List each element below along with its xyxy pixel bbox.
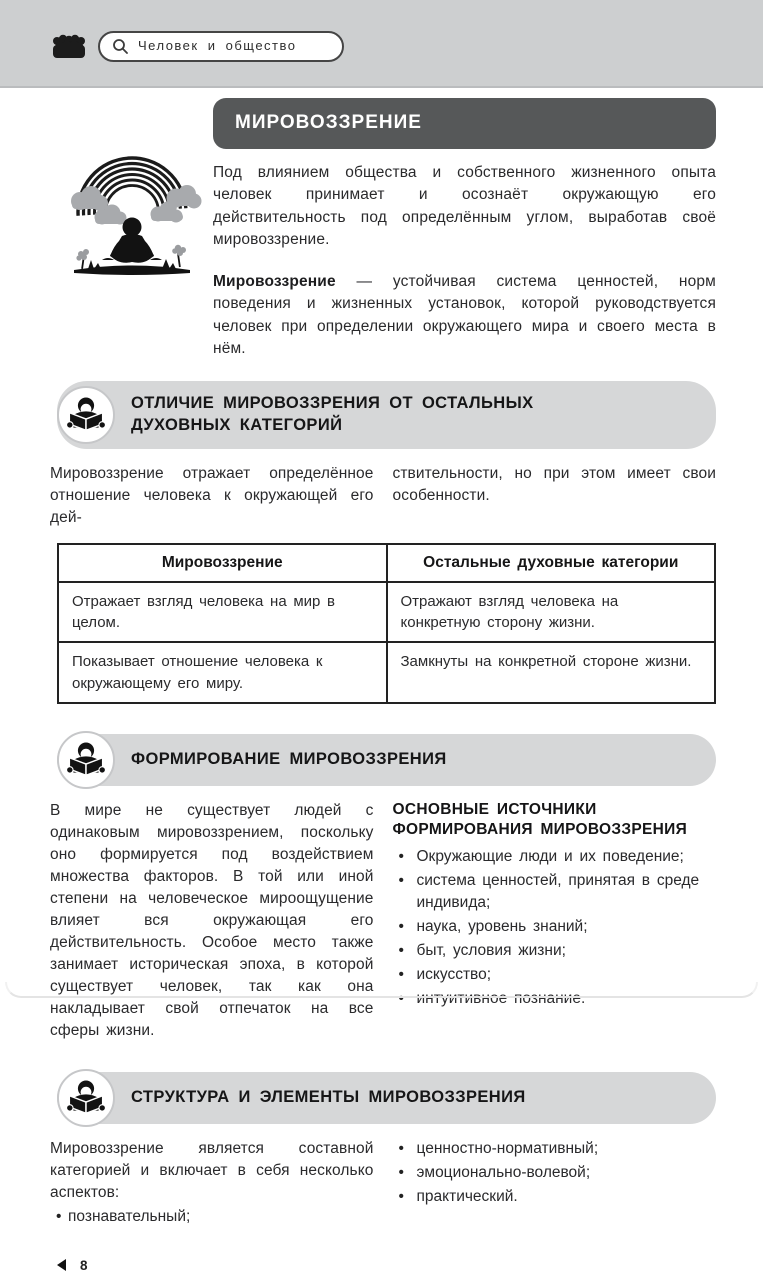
formation-sources-heading: ОСНОВНЫЕ ИСТОЧНИКИ ФОРМИРОВАНИЯ МИРОВОЗЗРЕНИЯ bbox=[392, 800, 688, 839]
section-header-formation bbox=[57, 734, 716, 786]
list-item: • быт, условия жизни; bbox=[393, 940, 717, 962]
difference-intro-right: ствительности, но при этом имеет свои особенности. bbox=[392, 464, 716, 504]
intro-paragraph: Под влиянием общества и собственного жизненного опыта человек принимает и осознаёт окружающую его действительность под определённым углом, выработав своё мировоззрение. bbox=[213, 163, 716, 249]
section-title: ФОРМИРОВАНИЕ МИРОВОЗЗРЕНИЯ bbox=[131, 750, 447, 769]
section-title: СТРУКТУРА И ЭЛЕМЕНТЫ МИРОВОЗЗРЕНИЯ bbox=[131, 1088, 526, 1107]
definition-text: — устойчивая система ценностей, норм поведения и жизненных установок, которой руководствуется человек при определении окружающего мира и своего места в нём. bbox=[213, 272, 716, 358]
page-title: МИРОВОЗЗРЕНИЕ bbox=[213, 98, 716, 149]
formation-sources-list bbox=[393, 846, 717, 1010]
page-footer bbox=[57, 1256, 716, 1275]
structure-aspects-left bbox=[50, 1206, 374, 1228]
search-label: Человек и общество bbox=[138, 37, 297, 53]
reader-icon bbox=[57, 386, 115, 444]
table-header-other: Остальные духовные категории bbox=[387, 544, 716, 582]
structure-right bbox=[393, 1138, 717, 1230]
formation-content bbox=[50, 800, 716, 1042]
list-item: • система ценностей, принятая в среде индивида; bbox=[393, 870, 717, 914]
meditation-illustration bbox=[50, 124, 210, 283]
difference-intro-left: Мировоззрение отражает определённое отношение человека к окружающей его дей- bbox=[50, 464, 374, 526]
formation-paragraph: В мире не существует людей с одинаковым мировоззрением, поскольку оно формируется под воздействием множества факторов. В той или иной степени на человеческое мироощущение влияет вся окружающая его действительность. Особое место также занимает историческая эпоха, в которой существует человек, так как она накладывает свой отпечаток на все сферы жизни. bbox=[50, 801, 374, 1039]
rainbow-meditation-icon bbox=[50, 124, 210, 276]
table-header-worldview: Мировоззрение bbox=[58, 544, 387, 582]
topbar bbox=[0, 0, 763, 88]
list-item: • ценностно-нормативный; bbox=[393, 1138, 717, 1160]
reader-icon bbox=[57, 1069, 115, 1127]
list-item: • искусство; bbox=[393, 964, 717, 986]
search-icon bbox=[112, 38, 129, 55]
comparison-table bbox=[57, 543, 716, 704]
list-item: • наука, уровень знаний; bbox=[393, 916, 717, 938]
section-header-difference bbox=[57, 381, 716, 449]
structure-content bbox=[50, 1138, 716, 1230]
list-item: • познавательный; bbox=[50, 1206, 374, 1228]
prev-page-icon[interactable] bbox=[57, 1259, 66, 1271]
table-cell: Замкнуты на конкретной стороне жизни. bbox=[387, 642, 716, 703]
structure-lead: Мировоззрение является составной категорией и включает в себя несколько аспектов: bbox=[50, 1139, 374, 1201]
list-item: • практический. bbox=[393, 1186, 717, 1208]
difference-intro bbox=[50, 463, 716, 529]
definition-paragraph bbox=[213, 271, 716, 361]
reader-icon bbox=[57, 731, 115, 789]
table-row bbox=[58, 582, 715, 643]
page-content bbox=[0, 88, 763, 1275]
structure-aspects-right bbox=[393, 1138, 717, 1208]
table-header-row bbox=[58, 544, 715, 582]
table-cell: Показывает отношение человека к окружающему его миру. bbox=[58, 642, 387, 703]
formation-sources bbox=[393, 800, 717, 1042]
table-cell: Отражают взгляд человека на конкретную сторону жизни. bbox=[387, 582, 716, 643]
page-number: 8 bbox=[80, 1257, 88, 1273]
table-row bbox=[58, 642, 715, 703]
structure-left bbox=[50, 1138, 374, 1230]
list-item: • интуитивное познание. bbox=[393, 988, 717, 1010]
section-header-structure bbox=[57, 1072, 716, 1124]
hero-section bbox=[50, 98, 716, 361]
search-input[interactable] bbox=[98, 31, 344, 62]
definition-term: Мировоззрение bbox=[213, 272, 336, 290]
table-cell: Отражает взгляд человека на мир в целом. bbox=[58, 582, 387, 643]
crowd-icon bbox=[50, 31, 88, 61]
section-title: ОТЛИЧИЕ МИРОВОЗЗРЕНИЯ ОТ ОСТАЛЬНЫХ ДУХОВНЫХ КАТЕГОРИЙ bbox=[131, 393, 534, 434]
list-item: • Окружающие люди и их поведение; bbox=[393, 846, 717, 868]
list-item: • эмоционально-волевой; bbox=[393, 1162, 717, 1184]
